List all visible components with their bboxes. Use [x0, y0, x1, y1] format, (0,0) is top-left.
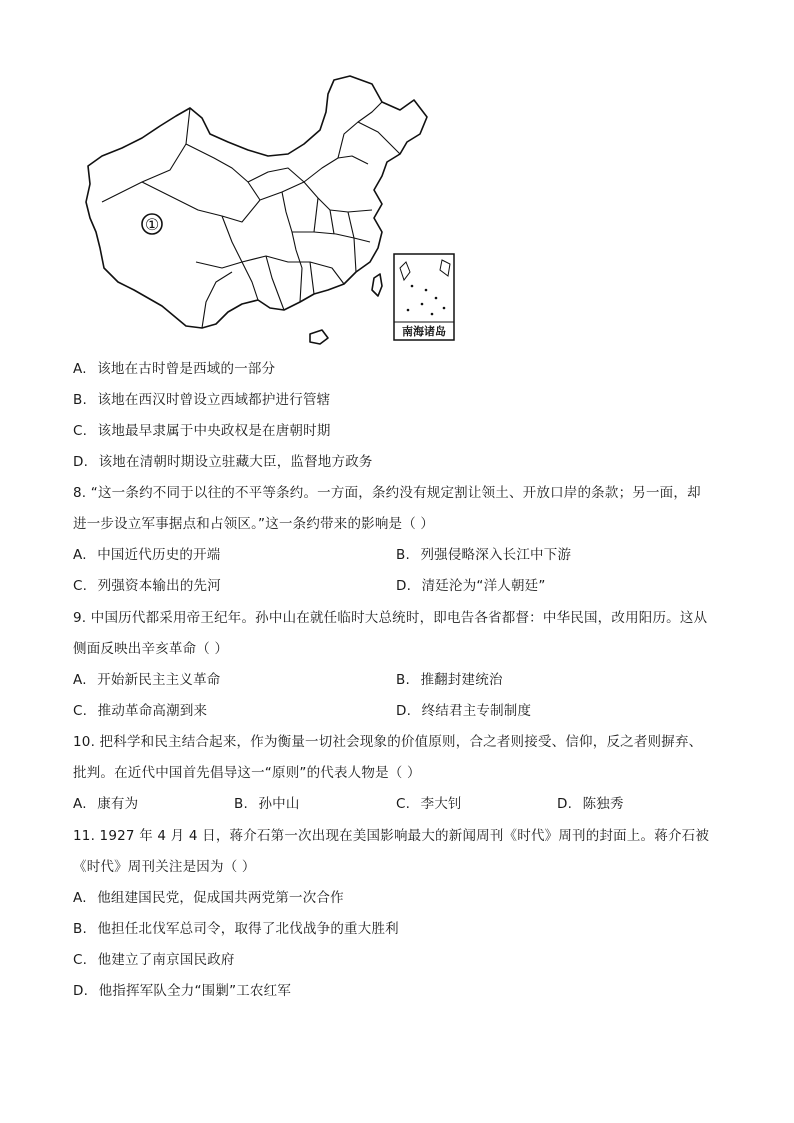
option-text: 中国近代历史的开端: [97, 547, 221, 563]
south-china-sea-inset: [394, 254, 454, 340]
province-border: [102, 108, 190, 202]
province-border: [304, 182, 372, 212]
option-text: 李大钊: [420, 796, 462, 812]
q9-option-b: [396, 671, 503, 689]
option-text: 该地最早隶属于中央政权是在唐朝时期: [97, 423, 331, 439]
province-border: [330, 210, 334, 234]
q7-option-b: [73, 391, 330, 409]
option-text: 该地在清朝时期设立驻藏大臣，监督地方政务: [98, 454, 373, 470]
option-letter: C.: [73, 423, 88, 439]
option-letter: B.: [396, 547, 410, 563]
option-letter: B.: [73, 392, 87, 408]
option-text: 他组建国民党，促成国共两党第一次合作: [97, 890, 344, 906]
option-text: 他指挥军队全力“围剿”工农红军: [98, 983, 292, 999]
option-text: 他担任北伐军总司令，取得了北伐战争的重大胜利: [97, 921, 399, 937]
q10-option-b: [234, 795, 300, 813]
q7-option-a: [73, 360, 275, 378]
option-text: 陈独秀: [582, 796, 624, 812]
option-text: 清廷沦为“洋人朝廷”: [421, 578, 546, 594]
option-text: 列强资本输出的先河: [97, 578, 221, 594]
q8-stem-line-2: 进一步设立军事据点和占领区。”这一条约带来的影响是（ ）: [73, 516, 435, 532]
option-text: 他建立了南京国民政府: [97, 952, 235, 968]
option-letter: C.: [396, 796, 411, 812]
q7-option-c: [73, 422, 331, 440]
option-letter: A.: [73, 547, 87, 563]
province-border: [358, 122, 400, 154]
q8-option-c: [73, 577, 221, 595]
option-letter: D.: [73, 454, 89, 470]
province-border: [314, 198, 318, 232]
option-text: 终结君主专制制度: [421, 703, 532, 719]
option-letter: A.: [73, 672, 87, 688]
option-letter: D.: [396, 703, 412, 719]
option-letter: B.: [234, 796, 248, 812]
china-map-svg: [82, 72, 472, 347]
q8-stem-line-1: 8. “这一条约不同于以往的不平等条约。一方面，条约没有规定割让领土、开放口岸的条款；另一面，却: [73, 485, 701, 501]
option-letter: D.: [557, 796, 573, 812]
inset-label: 南海诸岛: [402, 325, 446, 338]
province-border: [266, 256, 284, 310]
province-border: [338, 102, 382, 158]
option-text: 推动革命高潮到来: [97, 703, 208, 719]
option-letter: C.: [73, 703, 88, 719]
province-border: [242, 256, 344, 284]
option-text: 孙中山: [258, 796, 300, 812]
province-border: [248, 168, 304, 182]
province-border: [282, 192, 302, 302]
province-border: [310, 262, 314, 294]
province-border: [348, 212, 356, 272]
q11-option-c: [73, 951, 235, 969]
q8-option-a: [73, 546, 221, 564]
q10-option-a: [73, 795, 138, 813]
q10-option-c: [396, 795, 462, 813]
country-outline: [86, 76, 427, 328]
q10-stem-line-2: 批判。在近代中国首先倡导这一“原则”的代表人物是（ ）: [73, 765, 421, 781]
option-text: 列强侵略深入长江中下游: [420, 547, 572, 563]
q10-stem-line-1: 10. 把科学和民主结合起来，作为衡量一切社会现象的价值原则，合之者则接受、信仰，反之者则摒弃、: [73, 734, 703, 750]
q9-option-d: [396, 702, 531, 720]
option-letter: C.: [73, 578, 88, 594]
q9-option-c: [73, 702, 207, 720]
province-border: [196, 262, 242, 268]
q10-option-d: [557, 795, 624, 813]
option-text: 开始新民主主义革命: [97, 672, 221, 688]
option-letter: D.: [73, 983, 89, 999]
q11-stem-line-2: 《时代》周刊关注是因为（ ）: [73, 859, 256, 875]
option-text: 推翻封建统治: [420, 672, 503, 688]
province-border: [186, 144, 260, 200]
q9-stem-line-2: 侧面反映出辛亥革命（ ）: [73, 641, 229, 657]
option-text: 该地在西汉时曾设立西域都护进行管辖: [97, 392, 331, 408]
province-border: [292, 232, 370, 242]
q9-option-a: [73, 671, 221, 689]
taiwan-island: [372, 274, 382, 296]
q11-stem-line-1: 11. 1927 年 4 月 4 日，蒋介石第一次出现在美国影响最大的新闻周刊《时代》周刊的封面上。蒋介石被: [73, 828, 710, 844]
q8-option-b: [396, 546, 571, 564]
option-letter: A.: [73, 796, 87, 812]
q7-option-d: [73, 453, 373, 471]
option-text: 该地在古时曾是西域的一部分: [97, 361, 276, 377]
q8-option-d: [396, 577, 546, 595]
q11-option-b: [73, 920, 399, 938]
option-letter: D.: [396, 578, 412, 594]
hainan-island: [310, 330, 328, 344]
province-border: [222, 216, 258, 300]
option-letter: B.: [73, 921, 87, 937]
option-letter: A.: [73, 361, 87, 377]
option-text: 康有为: [97, 796, 139, 812]
province-border: [142, 182, 260, 222]
province-border: [202, 272, 232, 328]
q9-stem-line-1: 9. 中国历代都采用帝王纪年。孙中山在就任临时大总统时，即电告各省都督：中华民国，改用阳历。这从: [73, 610, 708, 626]
q11-option-a: [73, 889, 344, 907]
china-map-figure: [82, 72, 472, 347]
q11-option-d: [73, 982, 291, 1000]
option-letter: C.: [73, 952, 88, 968]
marker-label: ①: [144, 215, 160, 234]
option-letter: A.: [73, 890, 87, 906]
option-letter: B.: [396, 672, 410, 688]
